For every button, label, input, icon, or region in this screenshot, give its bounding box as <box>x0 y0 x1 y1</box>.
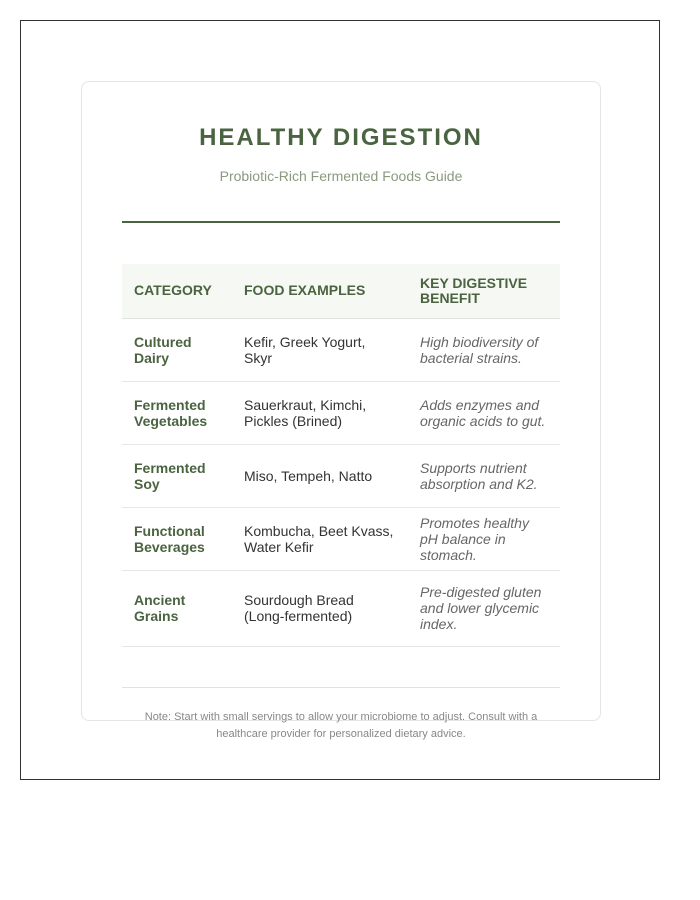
column-header-category: CATEGORY <box>122 264 232 318</box>
row-category: Functional Beverages <box>134 522 205 555</box>
row-foods: Sourdough Bread (Long-fermented) <box>244 592 354 624</box>
column-header-key-benefit: KEY DIGESTIVE BENEFIT <box>408 264 560 318</box>
row-foods: Sauerkraut, Kimchi, Pickles (Brined) <box>244 396 367 429</box>
row-category: Fermented Soy <box>134 459 206 492</box>
table-body <box>122 318 560 646</box>
row-category: Cultured Dairy <box>134 333 192 366</box>
column-header-food-examples: FOOD EXAMPLES <box>232 264 408 318</box>
table-row <box>122 570 560 646</box>
title-divider <box>122 221 560 223</box>
footnote: Note: Start with small servings to allow your microbiome to adjust. Consult with a healthcare provider for personalized dietary advice. <box>144 711 538 740</box>
table-row <box>122 381 560 444</box>
footer-divider <box>122 687 560 688</box>
row-foods: Kefir, Greek Yogurt, Skyr <box>244 333 366 366</box>
page-title: HEALTHY DIGESTION <box>199 124 483 151</box>
row-benefit: Supports nutrient absorption and K2. <box>420 459 538 492</box>
row-benefit: Adds enzymes and organic acids to gut. <box>420 396 546 429</box>
row-benefit: Promotes healthy pH balance in stomach. <box>420 514 529 563</box>
row-category: Fermented Vegetables <box>134 396 208 429</box>
row-foods: Kombucha, Beet Kvass, Water Kefir <box>244 522 394 555</box>
table-header-row <box>122 264 560 318</box>
foods-table <box>122 264 560 647</box>
table-row <box>122 507 560 570</box>
row-category: Ancient Grains <box>134 592 186 624</box>
table-row <box>122 318 560 381</box>
page-subtitle: Probiotic-Rich Fermented Foods Guide <box>219 168 463 184</box>
table-header <box>122 264 560 318</box>
row-foods: Miso, Tempeh, Natto <box>244 467 373 484</box>
row-benefit: High biodiversity of bacterial strains. <box>420 333 539 366</box>
row-benefit: Pre-digested gluten and lower glycemic index. <box>420 584 542 632</box>
table-row <box>122 444 560 507</box>
